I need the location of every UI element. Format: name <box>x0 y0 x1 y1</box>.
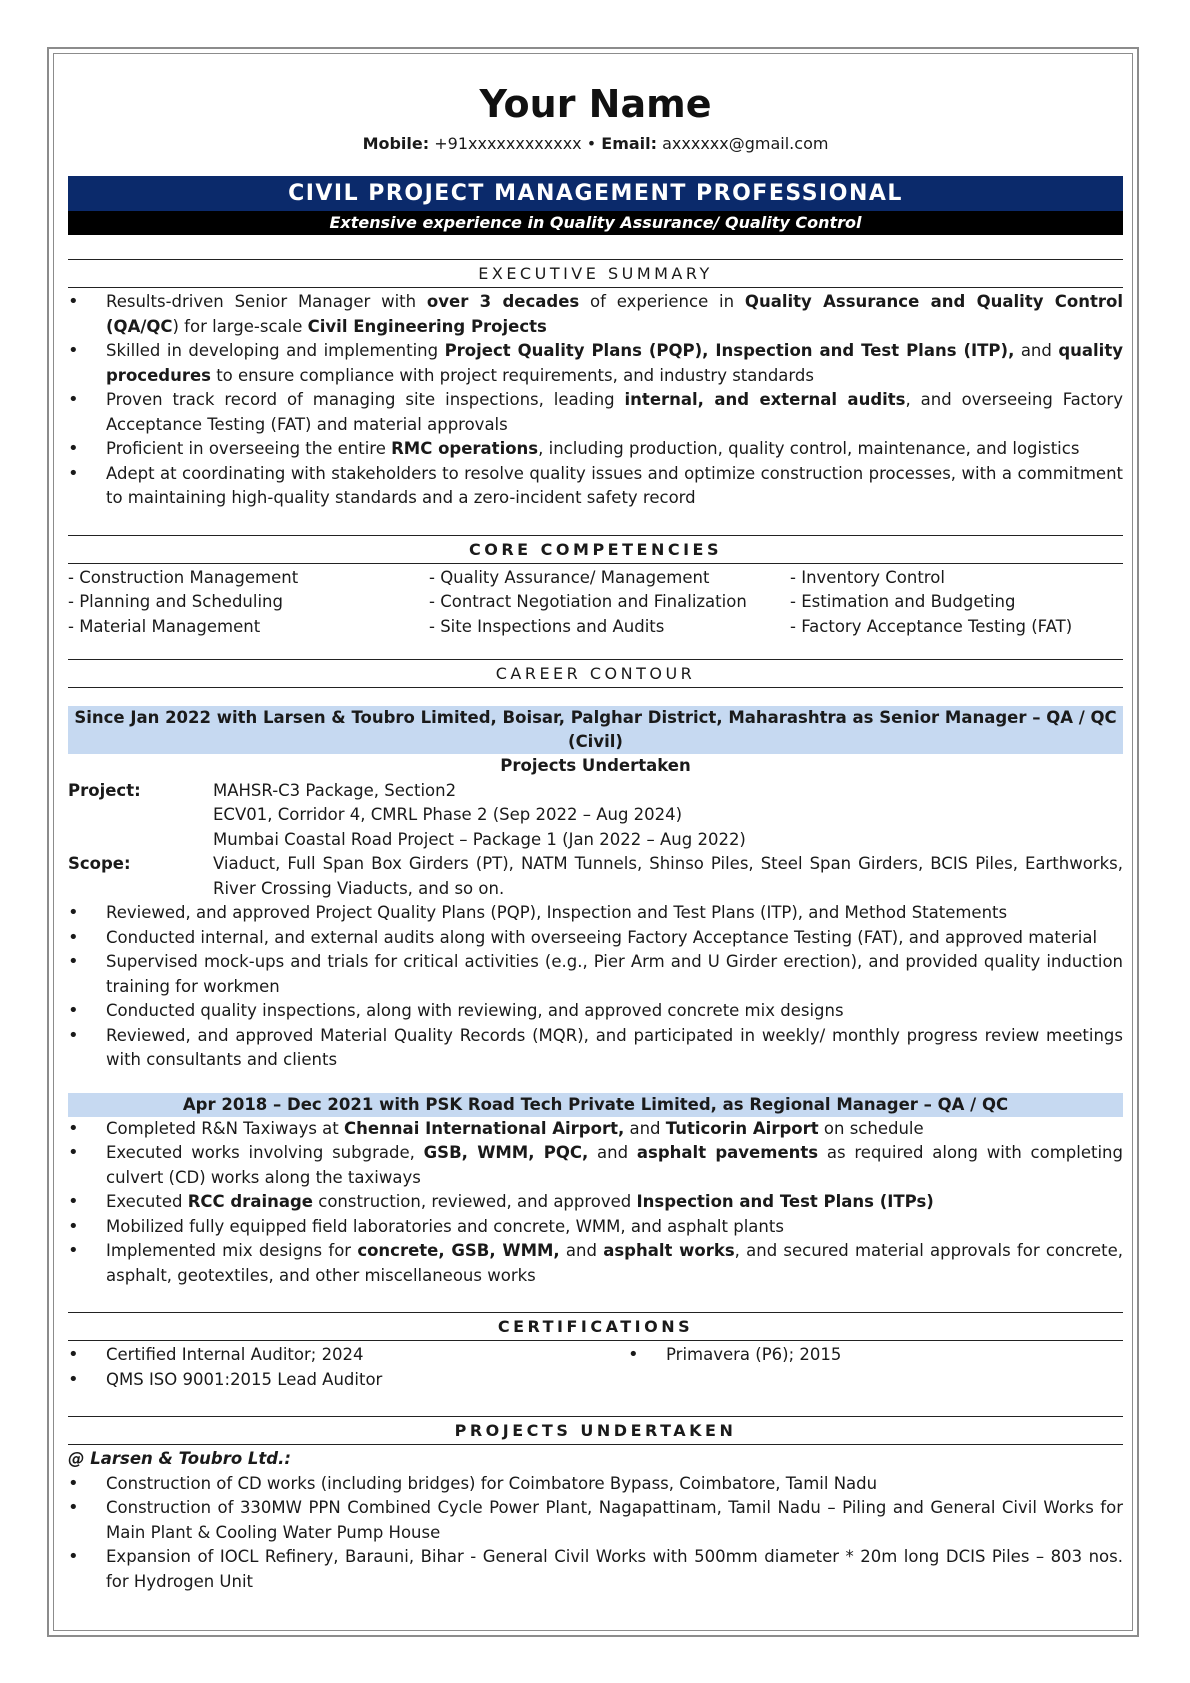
competency-item: - Planning and Scheduling <box>68 592 283 611</box>
list-item: • Reviewed, and approved Material Quality Records (MQR), and participated in weekly/ monthly progress review meetings with consultants and clients <box>68 1024 1123 1073</box>
scope-text: Viaduct, Full Span Box Girders (PT), NATM Tunnels, Shinso Piles, Steel Span Girders, BCIS Piles, Earthworks, River Crossing Viaducts, and so on. <box>213 854 1123 898</box>
list-item: • Construction of 330MW PPN Combined Cycle Power Plant, Nagapattinam, Tamil Nadu – Piling and General Civil Works for Main Plant & Cooling Water Pump House <box>68 1496 1123 1545</box>
list-item: • Skilled in developing and implementing Project Quality Plans (PQP), Inspection and Test Plans (ITP), and quality procedures to ensure compliance with project requirements, and industry standards <box>68 339 1123 388</box>
organization-label: @ Larsen & Toubro Ltd.: <box>68 1449 291 1468</box>
list-item: • Conducted quality inspections, along with reviewing, and approved concrete mix designs <box>68 999 1123 1024</box>
list-item: • Adept at coordinating with stakeholders to resolve quality issues and optimize construction processes, with a commitment to maintaining high-quality standards and a zero-incident safety record <box>68 462 1123 511</box>
scope-label: Scope: <box>68 854 131 873</box>
candidate-name: Your Name <box>479 82 712 126</box>
competency-item: - Estimation and Budgeting <box>790 592 1016 611</box>
list-item: • Results-driven Senior Manager with over 3 decades of experience in Quality Assurance and Quality Control (QA/QC) for large-scale Civil Engineering Projects <box>68 290 1123 339</box>
competency-item: - Material Management <box>68 616 261 636</box>
list-item: • Construction of CD works (including bridges) for Coimbatore Bypass, Coimbatore, Tamil Nadu <box>68 1472 1123 1497</box>
summary-list <box>68 290 1123 511</box>
list-item: • Completed R&N Taxiways at Chennai International Airport, and Tuticorin Airport on schedule <box>68 1117 1123 1142</box>
mobile-value: +91xxxxxxxxxxxx <box>434 134 582 153</box>
job-title-bar: Apr 2018 – Dec 2021 with PSK Road Tech Private Limited, as Regional Manager – QA / QC <box>68 1093 1123 1117</box>
competencies-grid <box>68 566 1123 640</box>
mobile-label: Mobile: <box>362 134 430 153</box>
job1-bullets <box>68 901 1123 1073</box>
email-label: Email: <box>601 134 658 153</box>
project-name: Mumbai Coastal Road Project – Package 1 (Jan 2022 – Aug 2022) <box>213 829 746 849</box>
list-item: • Certified Internal Auditor; 2024 <box>68 1343 628 1368</box>
section-heading-projects: PROJECTS UNDERTAKEN <box>68 1416 1123 1445</box>
project-block <box>68 779 1123 902</box>
email-value: axxxxxx@gmail.com <box>662 134 829 153</box>
competency-item: - Factory Acceptance Testing (FAT) <box>790 616 1073 636</box>
list-item: • Reviewed, and approved Project Quality Plans (PQP), Inspection and Test Plans (ITP), and Method Statements <box>68 901 1123 926</box>
list-item: • QMS ISO 9001:2015 Lead Auditor <box>68 1368 628 1393</box>
projects-subheading: Projects Undertaken <box>500 756 691 775</box>
contact-line <box>68 132 1123 156</box>
section-heading-competencies: CORE COMPETENCIES <box>68 535 1123 564</box>
cert-list-right <box>628 1343 1123 1392</box>
contact-separator: • <box>586 134 597 153</box>
banner-title: CIVIL PROJECT MANAGEMENT PROFESSIONAL <box>68 176 1123 211</box>
project-label: Project: <box>68 780 141 800</box>
section-heading-certifications: CERTIFICATIONS <box>68 1312 1123 1341</box>
job2-bullets <box>68 1117 1123 1289</box>
competency-item: - Inventory Control <box>790 567 945 587</box>
list-item: • Expansion of IOCL Refinery, Barauni, Bihar - General Civil Works with 500mm diameter * 20m long DCIS Piles – 803 nos. for Hydrogen Unit <box>68 1545 1123 1594</box>
competency-item: - Site Inspections and Audits <box>429 616 665 636</box>
list-item: • Proficient in overseeing the entire RMC operations, including production, quality control, maintenance, and logistics <box>68 437 1123 462</box>
cert-list-left <box>68 1343 628 1392</box>
list-item: • Supervised mock-ups and trials for critical activities (e.g., Pier Arm and U Girder erection), and provided quality induction training for workmen <box>68 950 1123 999</box>
resume-content <box>68 70 1123 1594</box>
banner-subtitle: Extensive experience in Quality Assurance/ Quality Control <box>68 211 1123 235</box>
job-title-bar: Since Jan 2022 with Larsen & Toubro Limited, Boisar, Palghar District, Maharashtra as Senior Manager – QA / QC (Civil) <box>68 706 1123 754</box>
project-name: ECV01, Corridor 4, CMRL Phase 2 (Sep 2022 – Aug 2024) <box>213 805 683 824</box>
competency-item: - Quality Assurance/ Management <box>429 567 710 587</box>
competency-item: - Construction Management <box>68 567 299 587</box>
certifications-grid <box>68 1343 1123 1392</box>
list-item: • Mobilized fully equipped field laboratories and concrete, WMM, and asphalt plants <box>68 1215 1123 1240</box>
list-item: • Primavera (P6); 2015 <box>628 1343 1123 1368</box>
headline-banner <box>68 176 1123 235</box>
list-item: • Executed RCC drainage construction, reviewed, and approved Inspection and Test Plans (ITPs) <box>68 1190 1123 1215</box>
list-item: • Implemented mix designs for concrete, GSB, WMM, and asphalt works, and secured material approvals for concrete, asphalt, geotextiles, and other miscellaneous works <box>68 1239 1123 1288</box>
project-name: MAHSR-C3 Package, Section2 <box>213 780 457 800</box>
section-heading-career: CAREER CONTOUR <box>68 659 1123 688</box>
list-item: • Proven track record of managing site inspections, leading internal, and external audits, and overseeing Factory Acceptance Testing (FAT) and material approvals <box>68 388 1123 437</box>
section-heading-summary: EXECUTIVE SUMMARY <box>68 259 1123 288</box>
list-item: • Executed works involving subgrade, GSB, WMM, PQC, and asphalt pavements as required along with completing culvert (CD) works along the taxiways <box>68 1141 1123 1190</box>
competency-item: - Contract Negotiation and Finalization <box>429 592 747 611</box>
projects-list <box>68 1472 1123 1595</box>
list-item: • Conducted internal, and external audits along with overseeing Factory Acceptance Testing (FAT), and approved material <box>68 926 1123 951</box>
